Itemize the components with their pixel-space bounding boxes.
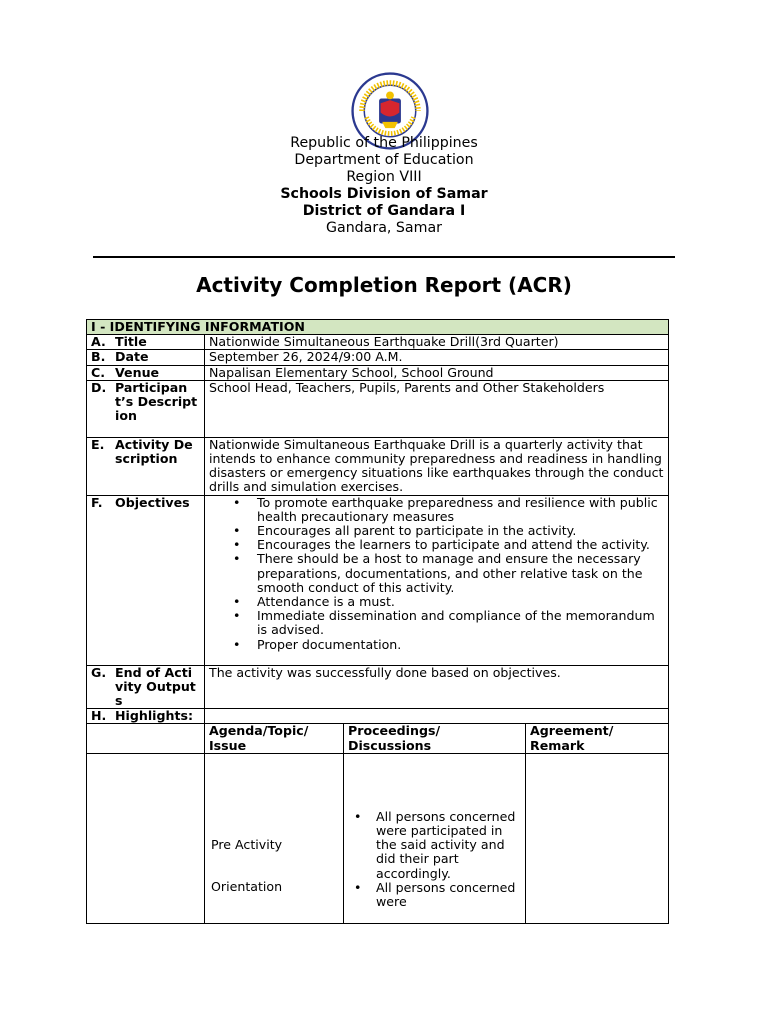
- highlights-col-agenda: Agenda/Topic/ Issue: [205, 724, 344, 753]
- list-item: • All persons concerned were: [376, 881, 521, 909]
- highlights-blank-cell: [87, 753, 205, 923]
- row-value-highlights: [205, 709, 669, 724]
- row-label-title: A. Title: [87, 335, 205, 350]
- letterhead: [0, 135, 768, 237]
- row-value-participants: School Head, Teachers, Pupils, Parents and Other Stakeholders: [205, 380, 669, 437]
- row-label-venue: C. Venue: [87, 365, 205, 380]
- list-item: • Proper documentation.: [257, 638, 664, 652]
- highlights-col-proceedings: Proceedings/ Discussions: [344, 724, 526, 753]
- list-item: • To promote earthquake preparedness and resilience with public health precautionary measures: [257, 496, 664, 524]
- section-heading: I - IDENTIFYING INFORMATION: [87, 320, 669, 335]
- letterhead-division: Schools Division of Samar: [280, 186, 488, 202]
- highlights-col-agreement: Agreement/ Remark: [526, 724, 669, 753]
- agenda-orientation: Orientation: [211, 878, 283, 894]
- acr-table: [86, 319, 669, 924]
- row-label-date: B. Date: [87, 350, 205, 365]
- highlights-agreement-cell: [526, 753, 669, 923]
- row-value-objectives: [205, 495, 669, 665]
- agenda-pre-activity: Pre Activity: [211, 836, 283, 852]
- row-label-participants: D. Participant’s Description: [87, 380, 205, 437]
- row-value-title: Nationwide Simultaneous Earthquake Drill(3rd Quarter): [205, 335, 669, 350]
- letterhead-district: District of Gandara I: [302, 203, 466, 219]
- list-item: • Encourages all parent to participate in the activity.: [257, 524, 664, 538]
- highlights-blank-header: [87, 724, 205, 753]
- objectives-list: [209, 496, 664, 652]
- row-value-outputs: The activity was successfully done based on objectives.: [205, 665, 669, 709]
- list-item: • Encourages the learners to participate and attend the activity.: [257, 538, 664, 552]
- letterhead-region: Region VIII: [346, 169, 422, 185]
- letterhead-location: Gandara, Samar: [326, 220, 442, 236]
- row-label-highlights: H. Highlights:: [87, 709, 205, 724]
- list-item: • Immediate dissemination and compliance of the memorandum is advised.: [257, 609, 664, 637]
- row-label-objectives: F. Objectives: [87, 495, 205, 665]
- highlights-proceedings-cell: [344, 753, 526, 923]
- row-value-date: September 26, 2024/9:00 A.M.: [205, 350, 669, 365]
- row-label-activity: E. Activity Description: [87, 437, 205, 495]
- list-item: • Attendance is a must.: [257, 595, 664, 609]
- header-divider: [93, 256, 675, 258]
- highlights-agenda-cell: [205, 753, 344, 923]
- letterhead-department: Department of Education: [294, 152, 474, 168]
- document-title: Activity Completion Report (ACR): [196, 273, 572, 297]
- list-item: • There should be a host to manage and ensure the necessary preparations, documentations, and other relative task on the smooth conduct of this activity.: [257, 552, 664, 595]
- row-value-venue: Napalisan Elementary School, School Ground: [205, 365, 669, 380]
- row-label-outputs: G. End of Activity Outputs: [87, 665, 205, 709]
- list-item: • All persons concerned were participated in the said activity and did their part accordingly.: [376, 810, 521, 881]
- proceedings-list: [348, 810, 521, 909]
- row-value-activity: Nationwide Simultaneous Earthquake Drill is a quarterly activity that intends to enhance community preparedness and readiness in handling disasters or emergency situations like earthquakes through the conduct drills and simulation exercises.: [205, 437, 669, 495]
- letterhead-republic: Republic of the Philippines: [290, 135, 478, 151]
